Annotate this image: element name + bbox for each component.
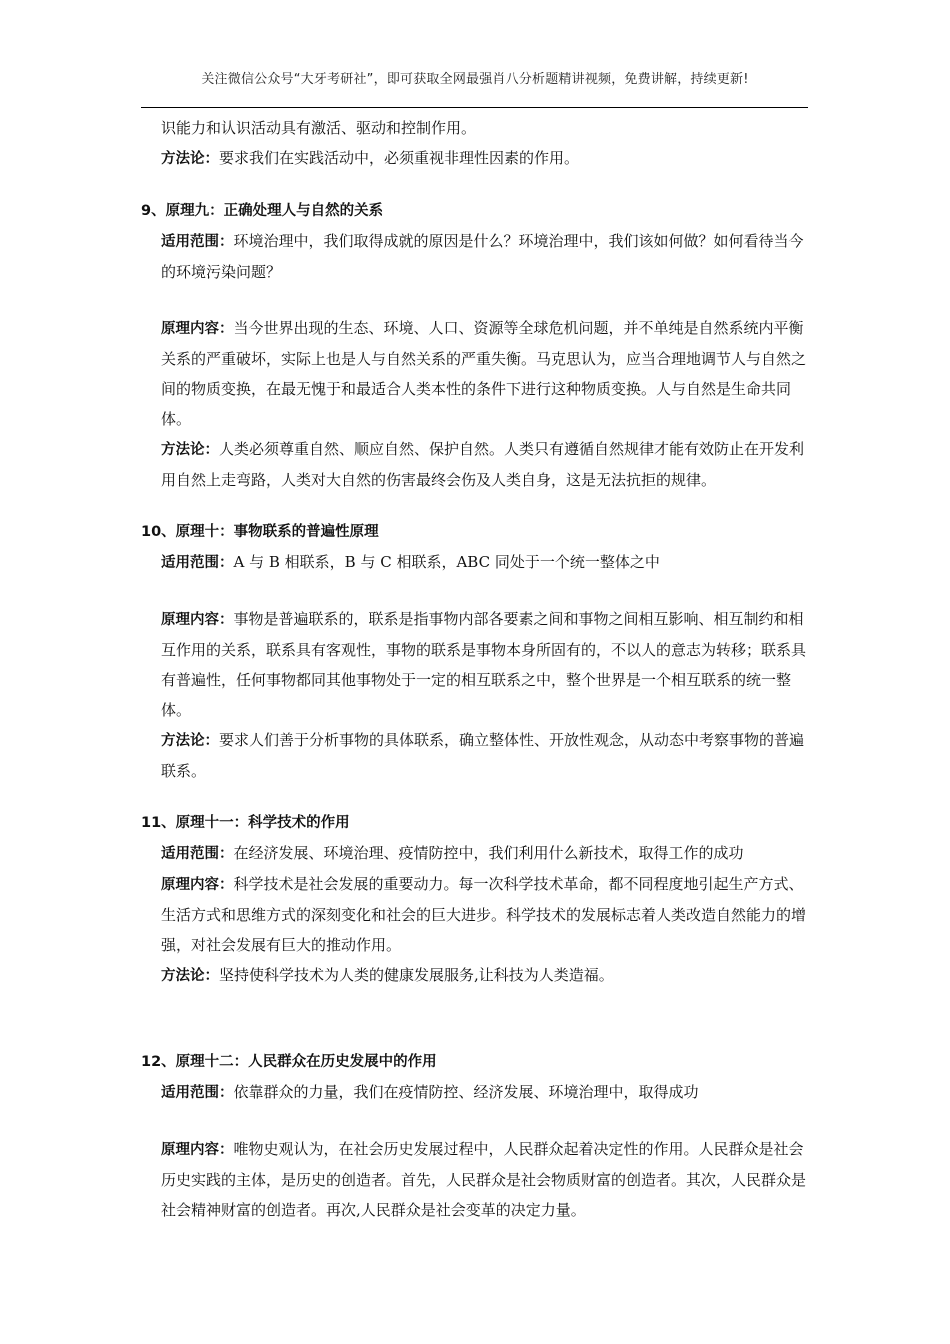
s11-scope-text: 在经济发展、环境治理、疫情防控中，我们利用什么新技术，取得工作的成功 [233, 844, 744, 862]
s12-content [141, 1134, 811, 1225]
s11-scope-label: 适用范围： [161, 846, 234, 862]
s9-content-text: 当今世界出现的生态、环境、人口、资源等全球危机问题，并不单纯是自然系统内平衡关系的严重破坏，实际上也是人与自然关系的严重失衡。马克思认为，应当合理地调节人与自然之间的物质变换，在最无愧于和最适合人类本性的条件下进行这种物质变换。人与自然是生命共同体。 [161, 319, 807, 428]
s11-heading: 11、原理十一：科学技术的作用 [141, 815, 350, 831]
s10-scope [141, 547, 811, 578]
s10-scope-text: A 与 B 相联系，B 与 C 相联系，ABC 同处于一个统一整体之中 [233, 553, 660, 571]
s11-content-label: 原理内容： [161, 877, 234, 893]
s8-method-text: 要求我们在实践活动中，必须重视非理性因素的作用。 [219, 149, 580, 167]
s12-content-label: 原理内容： [161, 1142, 234, 1158]
s9-content [141, 313, 811, 434]
s9-scope-text: 环境治理中，我们取得成就的原因是什么？环境治理中，我们该如何做？如何看待当今的环境污染问题？ [161, 232, 804, 281]
s12-scope [141, 1077, 811, 1108]
s9-method-text: 人类必须尊重自然、顺应自然、保护自然。人类只有遵循自然规律才能有效防止在开发利用自然上走弯路，人类对大自然的伤害最终会伤及人类自身，这是无法抗拒的规律。 [161, 440, 805, 489]
s8-content-text: 识能力和认识活动具有激活、驱动和控制作用。 [161, 119, 477, 137]
page-header-notice: 关注微信公众号“大牙考研社”，即可获取全网最强肖八分析题精讲视频，免费讲解，持续更新! [201, 72, 749, 87]
s9-heading: 9、原理九：正确处理人与自然的关系 [141, 203, 384, 219]
s11-scope [141, 838, 811, 869]
s10-heading: 10、原理十：事物联系的普遍性原理 [141, 524, 379, 540]
s9-scope [141, 226, 811, 287]
s8-method [141, 143, 811, 174]
s9-method [141, 434, 811, 495]
s9-scope-label: 适用范围： [161, 234, 234, 250]
s11-content-text: 科学技术是社会发展的重要动力。每一次科学技术革命，都不同程度地引起生产方式、生活方式和思维方式的深刻变化和社会的巨大进步。科学技术的发展标志着人类改造自然能力的增强，对社会发展有巨大的推动作用。 [161, 875, 807, 954]
s10-content-text: 事物是普遍联系的，联系是指事物内部各要素之间和事物之间相互影响、相互制约和相互作用的关系，联系具有客观性，事物的联系是事物本身所固有的，不以人的意志为转移；联系具有普遍性，任何事物都同其他事物处于一定的相互联系之中，整个世界是一个相互联系的统一整体。 [161, 610, 807, 719]
s11-method [141, 960, 811, 991]
s10-method-text: 要求人们善于分析事物的具体联系，确立整体性、开放性观念，从动态中考察事物的普遍联系。 [161, 731, 805, 780]
s12-scope-label: 适用范围： [161, 1085, 234, 1101]
document-body [141, 113, 811, 1225]
s12-heading: 12、原理十二：人民群众在历史发展中的作用 [141, 1054, 437, 1070]
s10-scope-label: 适用范围： [161, 555, 234, 571]
s11-method-text: 坚持使科学技术为人类的健康发展服务,让科技为人类造福。 [219, 966, 614, 984]
s12-content-text: 唯物史观认为，在社会历史发展过程中，人民群众起着决定性的作用。人民群众是社会历史实践的主体，是历史的创造者。首先，人民群众是社会物质财富的创造者。其次，人民群众是社会精神财富的创造者。再次,人民群众是社会变革的决定力量。 [161, 1140, 807, 1219]
s9-method-label: 方法论： [161, 442, 219, 458]
s10-method-label: 方法论： [161, 733, 219, 749]
s10-method [141, 725, 811, 786]
header-divider [141, 107, 808, 108]
s11-method-label: 方法论： [161, 968, 219, 984]
s10-content-label: 原理内容： [161, 612, 234, 628]
s9-content-label: 原理内容： [161, 321, 234, 337]
s8-method-label: 方法论： [161, 151, 219, 167]
s12-scope-text: 依靠群众的力量，我们在疫情防控、经济发展、环境治理中，取得成功 [233, 1083, 699, 1101]
s11-content [141, 869, 811, 960]
s10-content [141, 604, 811, 725]
s8-content-continuation [141, 113, 811, 143]
